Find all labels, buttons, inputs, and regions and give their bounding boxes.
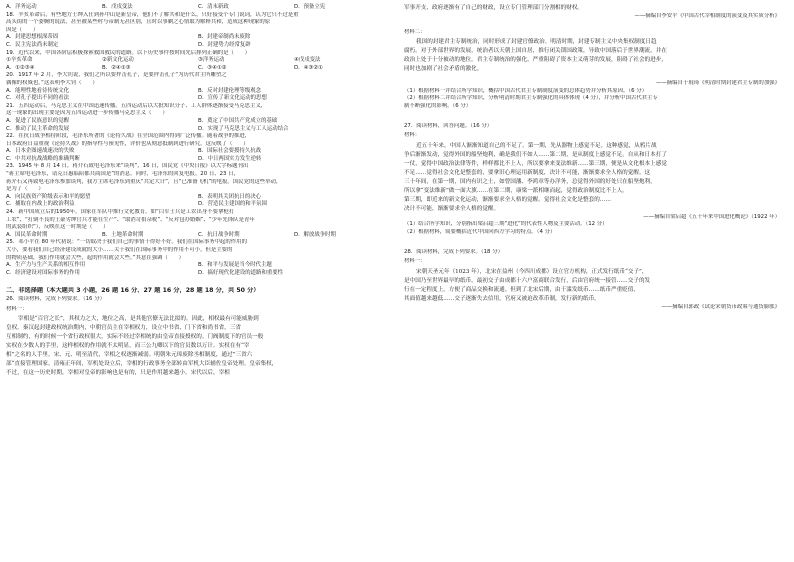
option[interactable]: C．捕取在内战上的政治利益: [6, 201, 75, 208]
option[interactable]: A．生产力与生产关系的相互作用: [6, 262, 86, 269]
item: ②新文化运动: [102, 57, 134, 64]
material-line: 互相制约，有的时候一个省行政权很大，实际不经过宰相统的由皇帝直接授权的。门阀制度下的官员一般: [6, 334, 264, 341]
q24-options: [6, 232, 390, 240]
right-column: [404, 4, 788, 311]
option[interactable]: A．促进了民族意识的觉醒: [6, 117, 69, 124]
material-line: 部“直接管理国家。清雍正年间，军机处设立后，宰相的行政事务全部转由军机大臣辅佐皇帝处理。皇帝集权，: [6, 361, 278, 368]
q23-line: 23．1945 年 8 月 14 日，蒋介石致电毛泽东来“谈判”，16 日，国民党《中央日报》以大字标题刊出: [6, 163, 249, 170]
option[interactable]: B．国际社会要援持久抗战: [198, 148, 261, 155]
q25-options: [6, 262, 390, 270]
section-heading: 二、非选择题（本大题共 3 小题，26 题 16 分、27 题 16 分，28 题 18 分，共 50 分）: [6, 287, 260, 295]
q25-line: 大小，要看我们自己经济建设成就的大小……关于我们在国际事务中的作用不可小，但是主要的: [6, 247, 233, 253]
q19-items: [6, 57, 390, 65]
question-line: （1）结合所学知识，分别指出梁启超三期“进化”的代表性人物及主要活动。（12 分）: [404, 221, 608, 228]
q18-options: [6, 42, 390, 50]
source-citation: ——摘编自郭政《试论宋朝货币政策与通货膨胀》: [661, 303, 780, 310]
material-line: 三十年间，在第一期，国内有识之士，如曾国藩、李鸿章等办洋务，总觉得外国的好处只在船坚炮利，: [404, 178, 656, 185]
q20-line: 偶像的权威也。”这表明李大钊（ ）: [6, 79, 98, 86]
material-line: 皇权。秦汉起封建政权统治期内，中朝官员主在宰相权力，设立中书省、门下省和尚书省，三省: [6, 325, 241, 332]
question-line: （2）根据材料，简要概括近代中国向西方学习的特点。（4 分）: [404, 228, 556, 235]
q18-line: 高头街的一个委婉的说法，甚至被某些村与帝制无甚区别，且时以事剿之心情取为解释共和，造成这种现象的原: [6, 19, 271, 26]
q24-line: 工农”、“打倒不良的土豪劣绅官兵才能在生产”、“取消苛捐杂税”、“反对包办婚姻”、“少年先锋队是青年: [6, 216, 255, 223]
q23-line: “蒋主席电毛泽东，请克日惠临陪都共商国是”的消息。同时，毛泽东的回复电报。20 日、23 日，: [6, 171, 239, 178]
material-line: 我国的封建君主专制统治，同时形成了封建官僚政治。明清时期，封建专制主义中央集权制度日趋: [416, 39, 657, 46]
q19-line: 19．近代以来，中国各阶层积极探索救国救民的道路。以下历史事件按时间先后排列正确的是（ ）: [6, 49, 251, 56]
item: ③洋务运动: [198, 57, 225, 64]
option[interactable]: B．②④①③: [102, 64, 131, 71]
option[interactable]: C．民主宪法尚未制定: [6, 41, 59, 48]
q27-prompt: 27．阅读材料，回答问题。（16 分）: [404, 122, 493, 129]
material-line: 政治上处于十分被动的地位。君主专制统治的强化，严重阻碍了资本主义萌芽的发展，阻碍了社会的进步，: [404, 57, 667, 64]
q23-line: 是为了（ ）: [6, 186, 44, 193]
option[interactable]: D．营造民主建国的和平氛围: [198, 201, 267, 208]
option[interactable]: C．清末新政: [198, 4, 229, 10]
option[interactable]: C．③④①②: [198, 64, 227, 71]
material-line: 近五十年来，中国人渐渐知道自己的不足了。第一期，先从器物上感觉不足。这种感觉，从鸦片战: [416, 142, 657, 149]
material-line: 军事开支，政府逐渐有了自己的财政，设立专门管理部门分割相的财权。: [404, 5, 584, 11]
material-label: 材料二：: [404, 28, 426, 35]
option[interactable]: A．能理性地看待传统文化: [6, 87, 69, 94]
option[interactable]: A．国民革命时期: [6, 231, 48, 238]
question-line: （2）根据材料二并结合所学知识，分析明清时期君主专制强化的具体体现（4 分），并分析中国古代君主专: [404, 95, 658, 102]
q21-line: 这一现象的出现主要是因为五四运动进一步传播马克思主义（ ）: [6, 110, 168, 117]
option[interactable]: D．④③②①: [294, 64, 323, 71]
option[interactable]: A．日本企图速战速决的失败: [6, 148, 75, 155]
q22-options: [6, 148, 390, 156]
material-line: 决计不可能，渐渐要求全人格的觉醒。: [404, 205, 500, 212]
q22-line: 22．在抗日战争相持阶段，毛泽东所著的《论持久战》在全国范围内得到广泛传播。随着战争的推进，: [6, 133, 251, 140]
option[interactable]: B．和平与发展是当今时代主题: [198, 262, 272, 269]
material-line: 同时也加剧了社会矛盾的激化。: [404, 66, 483, 73]
item: ④戊戌变法: [294, 57, 321, 64]
option[interactable]: B．封建帝制尚未废除: [198, 34, 251, 41]
q25-options: [6, 270, 390, 278]
material-line: 宋朝天圣元年（1023 年），北宋在益州（今四川成都）设立官方机构，正式发行纸币“交子”，: [416, 268, 648, 275]
q20-options: [6, 88, 390, 96]
q22-line: 日本政府日益重视《论持久战》的指导性与预见性，评价也从刻意抵制到进行研究，这反映了（ ）: [6, 140, 249, 147]
material-line: 宰相是“百官之长”，其权力之大，地位之高，是其他官僚无法比拟的。因此，相权最有可能威胁到: [18, 316, 259, 323]
option[interactable]: D．中日两国实力发生逆转: [198, 155, 262, 162]
option[interactable]: B．戊戌变法: [102, 4, 133, 10]
q28-prompt: 28．阅读材料，完成下列要求。（18 分）: [404, 248, 503, 255]
option[interactable]: C．抗日战争时期: [198, 231, 240, 238]
q18-line: 因是（ ）: [6, 26, 39, 33]
option[interactable]: B．表明其关团抗日的决心: [198, 193, 261, 200]
source-citation: ——摘编自于琨琦《明清时期封建君主专制的加强》: [656, 80, 780, 87]
option[interactable]: C．对孔子提出不同的看法: [6, 95, 70, 102]
option[interactable]: D．预备立宪: [294, 4, 326, 10]
material-line: 争后渐渐发动，觉得外国的船坚炮利，确是我们不如人……第二期，是从制度上感觉不足。自从和日本打了: [404, 151, 667, 158]
material-line: 其面值越来越低……交子逐渐失去信用，官府又被迫改革币制，发行新的纸币。: [404, 295, 600, 302]
option[interactable]: A．向民族资产阶级表示和平的愿望: [6, 193, 91, 200]
option[interactable]: D．实现了马克思主义与工人运动结合: [198, 125, 289, 132]
material-line: 所以拿“变法维新”做一面大旗……在第二期，康梁一派相继而起，觉得政治制度比不上人。: [404, 187, 628, 194]
q20-line: 20．1917 年 2 月，李大钊说，我们之所以要抨击孔子，是要抨击孔子“为历代君主所雕塑之: [6, 72, 227, 79]
material-label: 材料一：: [6, 305, 28, 312]
option[interactable]: C．经济建设对国际事务的作用: [6, 269, 80, 276]
q25-line: 的物质基础，我们作用就会大些，起的作用就会大些。”其意在强调（ ）: [6, 254, 184, 261]
question-line: （1）根据材料一并结合所学知识，概括中国古代君主专制制度演变的总体趋势并分析其原因。（6 分）: [404, 87, 648, 94]
q18-options: [6, 34, 390, 42]
q25-line: 25．邓小平在 80 年代初说：“一切取决于我们自己的事情干得好不好。我们在国际事务中起的作用的: [6, 239, 247, 246]
material-line: 不过，在这一历史时期，宰相对皇帝的影响也是有的，只是作用越来越小。宋代以后，宰相: [6, 370, 230, 377]
q23-line: 蒋介石又再致电毛泽东参加谈判，我方主席毛泽东到重庆“共定大计”，且“已准备飞机”的电报。国民党的这些举动，: [6, 178, 282, 185]
option[interactable]: A．封建思想根深蒂固: [6, 34, 59, 41]
option[interactable]: D．封建势力经常复辟: [198, 41, 251, 48]
option[interactable]: B．反对封建伦理等级观念: [198, 87, 261, 94]
option[interactable]: B．土地革命时期: [102, 231, 144, 238]
source-citation: ——摘编自李安平《中国古代宰相制度的演变及其实质分析》: [634, 13, 780, 19]
option[interactable]: A．洋务运动: [6, 4, 37, 10]
material-line: 相”之名的人手里。宋、元、明至清代，宰相之权逐渐减弱。明朝朱元璋废除丞相制度，通过”三省六: [6, 352, 253, 359]
left-column: [6, 4, 390, 378]
q24-line: 的武装组织”），反映在这一时期是（ ）: [6, 224, 109, 231]
material-line: 实权在少数人的手里，这样相权的作用就不太明显，而三公九卿以下的官员数以万计。实权在有“宰: [6, 343, 250, 350]
material-line: 不足……觉得社会文化是整套的，要拿旧心理运用新制度，决计不可能，渐渐要求全人格的觉醒。这: [404, 169, 651, 176]
q20-options: [6, 95, 390, 103]
q21-options: [6, 118, 390, 126]
option[interactable]: C．推动了民主革命的发展: [6, 125, 70, 132]
q22-options: [6, 156, 390, 164]
material-label: 材料一：: [404, 258, 426, 265]
option[interactable]: C．中共对抗战战略的准确判断: [6, 155, 80, 162]
q26-prompt: 26．阅读材料，完成下列要求。（16 分）: [6, 295, 105, 302]
q21-options: [6, 126, 390, 134]
q23-options: [6, 201, 390, 209]
item: ①辛亥革命: [6, 57, 33, 64]
q19-options: [6, 65, 390, 73]
option[interactable]: D．搞好现代化建设的道路和重要性: [198, 269, 284, 276]
q17-options: [6, 4, 390, 12]
option[interactable]: B．奠定了中国共产党成立的基础: [198, 117, 278, 124]
option[interactable]: D．宣传了新文化运动的思想: [198, 95, 267, 102]
option[interactable]: A．①②③④: [6, 64, 35, 71]
q18-line: 18．辛亥革命后，有些地方士绅入仕到孙中山是新皇帝，他们不了解共和是什么，只好接受个专门说词，认为它只不过是重: [6, 11, 299, 18]
material-line: 第三期，即近来的新文化运动，渐渐要求全人格的觉醒。觉得社会文化是整套的……: [404, 196, 611, 203]
material-label: 材料：: [404, 132, 421, 139]
material-line: 是中国乃至世界最早的纸币。最初交子由成都十六户富商联合发行，后由官府统一接管……交子的发: [404, 277, 651, 284]
material-line: 行在一定程度上，方便了商品交换和流通。但到了北宋后期，由于滥发纸币……纸币严重贬值，: [404, 286, 639, 293]
option[interactable]: D．解放战争时期: [294, 231, 336, 238]
question-line: 制不断强化的影响。（6 分）: [404, 102, 472, 109]
material-line: 腐朽。对于外部世界的发展，统治者以天朝上国自居，推行闭关锁国政策，导致中国落后于世界潮流，并在: [404, 48, 667, 55]
material-line: 一仗，觉得中国政治法律等件，样样都比不上人，所以要拿来变法维新……第三期，便是从文化根本上感觉: [404, 160, 667, 167]
q24-line: 24．新中国成立后的1950年，国家在军队中推行文化教育，如“白军士兵是工农出身不要拿枪打: [6, 209, 235, 216]
q21-line: 21．五四运动后，马克思主义在中国迅速传播。五四运动后以大批知识分子、工人群体逐渐接受马克思主义，: [6, 102, 267, 109]
source-citation: ——摘编自梁启超《五十年来中国进化概论》（1922 年）: [643, 213, 780, 220]
